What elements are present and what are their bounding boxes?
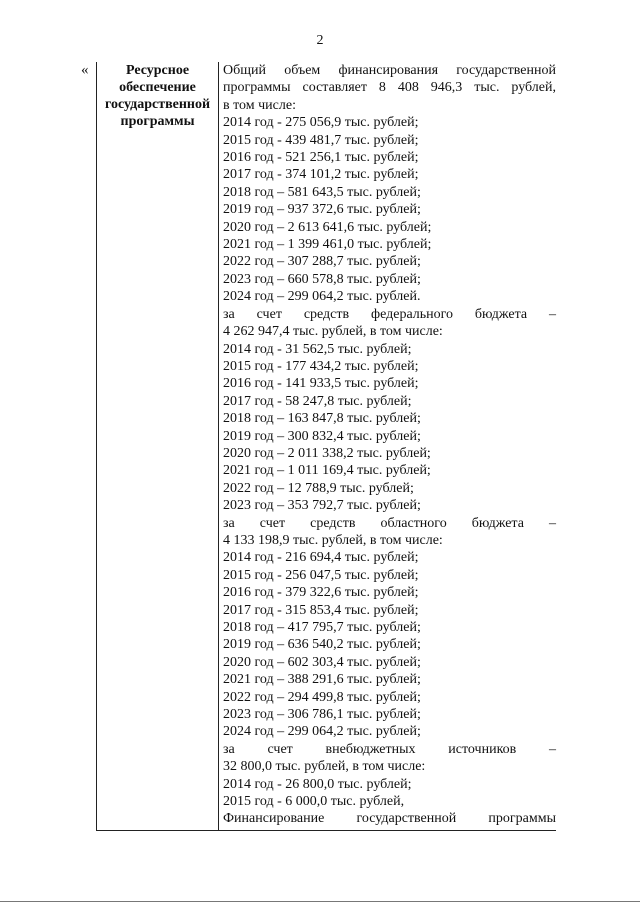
year-amount: 2020 год – 2 613 641,6 тыс. рублей; bbox=[223, 219, 432, 235]
year-amount: 2022 год – 12 788,9 тыс. рублей; bbox=[223, 480, 414, 496]
financing-text-cell bbox=[223, 62, 556, 828]
year-amount: 2024 год – 299 064,2 тыс. рублей; bbox=[223, 724, 421, 740]
year-amount: 2014 год - 275 056,9 тыс. рублей; bbox=[223, 115, 419, 131]
year-amount: 2022 год – 307 288,7 тыс. рублей; bbox=[223, 254, 421, 270]
intro-line: в том числе: bbox=[223, 97, 296, 113]
federal-budget-section bbox=[223, 306, 556, 515]
year-amount: 2017 год - 315 853,4 тыс. рублей; bbox=[223, 602, 419, 618]
section-label-line: программы bbox=[120, 114, 195, 129]
intro-line: Общий объем финансирования государственной bbox=[223, 63, 556, 78]
year-amount: 2021 год – 388 291,6 тыс. рублей; bbox=[223, 672, 421, 688]
intro-line: программы составляет 8 408 946,3 тыс. рублей, bbox=[223, 80, 556, 96]
page-number: 2 bbox=[316, 33, 324, 48]
section-label-line: Ресурсное bbox=[125, 63, 190, 78]
year-amount: 2020 год – 2 011 338,2 тыс. рублей; bbox=[223, 445, 431, 461]
total-by-year-list bbox=[223, 114, 556, 305]
year-amount: 2021 год – 1 011 169,4 тыс. рублей; bbox=[223, 463, 431, 479]
open-quote-mark: « bbox=[81, 62, 89, 78]
regional-heading: за счет средств областного бюджета – bbox=[223, 515, 556, 531]
year-amount: 2015 год - 439 481,7 тыс. рублей; bbox=[223, 132, 419, 148]
extrabudget-section bbox=[223, 741, 556, 811]
year-amount: 2016 год - 521 256,1 тыс. рублей; bbox=[223, 150, 419, 166]
year-amount: 2019 год – 636 540,2 тыс. рублей; bbox=[223, 637, 421, 653]
year-amount: 2023 год – 660 578,8 тыс. рублей; bbox=[223, 271, 421, 287]
year-amount: 2016 год - 141 933,5 тыс. рублей; bbox=[223, 376, 419, 392]
bottom-rule bbox=[0, 901, 640, 902]
year-amount: 2019 год – 300 832,4 тыс. рублей; bbox=[223, 428, 421, 444]
resource-table bbox=[96, 62, 556, 831]
year-amount: 2015 год - 177 434,2 тыс. рублей; bbox=[223, 358, 419, 374]
year-amount: 2018 год – 581 643,5 тыс. рублей; bbox=[223, 184, 421, 200]
closing-line: Финансирование государственной программы bbox=[223, 811, 556, 827]
extrabudget-heading: за счет внебюджетных источников – bbox=[223, 741, 556, 757]
section-label-line: государственной bbox=[104, 97, 211, 112]
year-amount: 2014 год - 26 800,0 тыс. рублей; bbox=[223, 776, 412, 792]
year-amount: 2024 год – 299 064,2 тыс. рублей. bbox=[223, 289, 421, 305]
section-label-cell bbox=[97, 62, 219, 830]
year-amount: 2023 год – 353 792,7 тыс. рублей; bbox=[223, 498, 421, 514]
regional-budget-section bbox=[223, 515, 556, 741]
year-amount: 2021 год – 1 399 461,0 тыс. рублей; bbox=[223, 237, 432, 253]
year-amount: 2019 год – 937 372,6 тыс. рублей; bbox=[223, 202, 421, 218]
year-amount: 2022 год – 294 499,8 тыс. рублей; bbox=[223, 689, 421, 705]
year-amount: 2018 год – 417 795,7 тыс. рублей; bbox=[223, 620, 421, 635]
year-amount: 2017 год - 374 101,2 тыс. рублей; bbox=[223, 167, 419, 183]
section-label bbox=[97, 62, 218, 130]
federal-heading: за счет средств федерального бюджета – bbox=[223, 306, 556, 322]
year-amount: 2014 год - 216 694,4 тыс. рублей; bbox=[223, 550, 419, 566]
section-label-line: обеспечение bbox=[119, 80, 196, 95]
year-amount: 2023 год – 306 786,1 тыс. рублей; bbox=[223, 707, 421, 723]
year-amount: 2016 год - 379 322,6 тыс. рублей; bbox=[223, 585, 419, 601]
extrabudget-total: 32 800,0 тыс. рублей, в том числе: bbox=[223, 759, 426, 775]
year-amount: 2020 год – 602 303,4 тыс. рублей; bbox=[223, 654, 421, 670]
year-amount: 2017 год - 58 247,8 тыс. рублей; bbox=[223, 393, 412, 409]
year-amount: 2014 год - 31 562,5 тыс. рублей; bbox=[223, 341, 412, 357]
federal-total: 4 262 947,4 тыс. рублей, в том числе: bbox=[223, 324, 443, 340]
intro-paragraph bbox=[223, 62, 556, 114]
year-amount: 2018 год – 163 847,8 тыс. рублей; bbox=[223, 411, 421, 427]
regional-total: 4 133 198,9 тыс. рублей, в том числе: bbox=[223, 532, 443, 548]
year-amount: 2015 год - 6 000,0 тыс. рублей, bbox=[223, 794, 405, 810]
year-amount: 2015 год - 256 047,5 тыс. рублей; bbox=[223, 567, 419, 583]
